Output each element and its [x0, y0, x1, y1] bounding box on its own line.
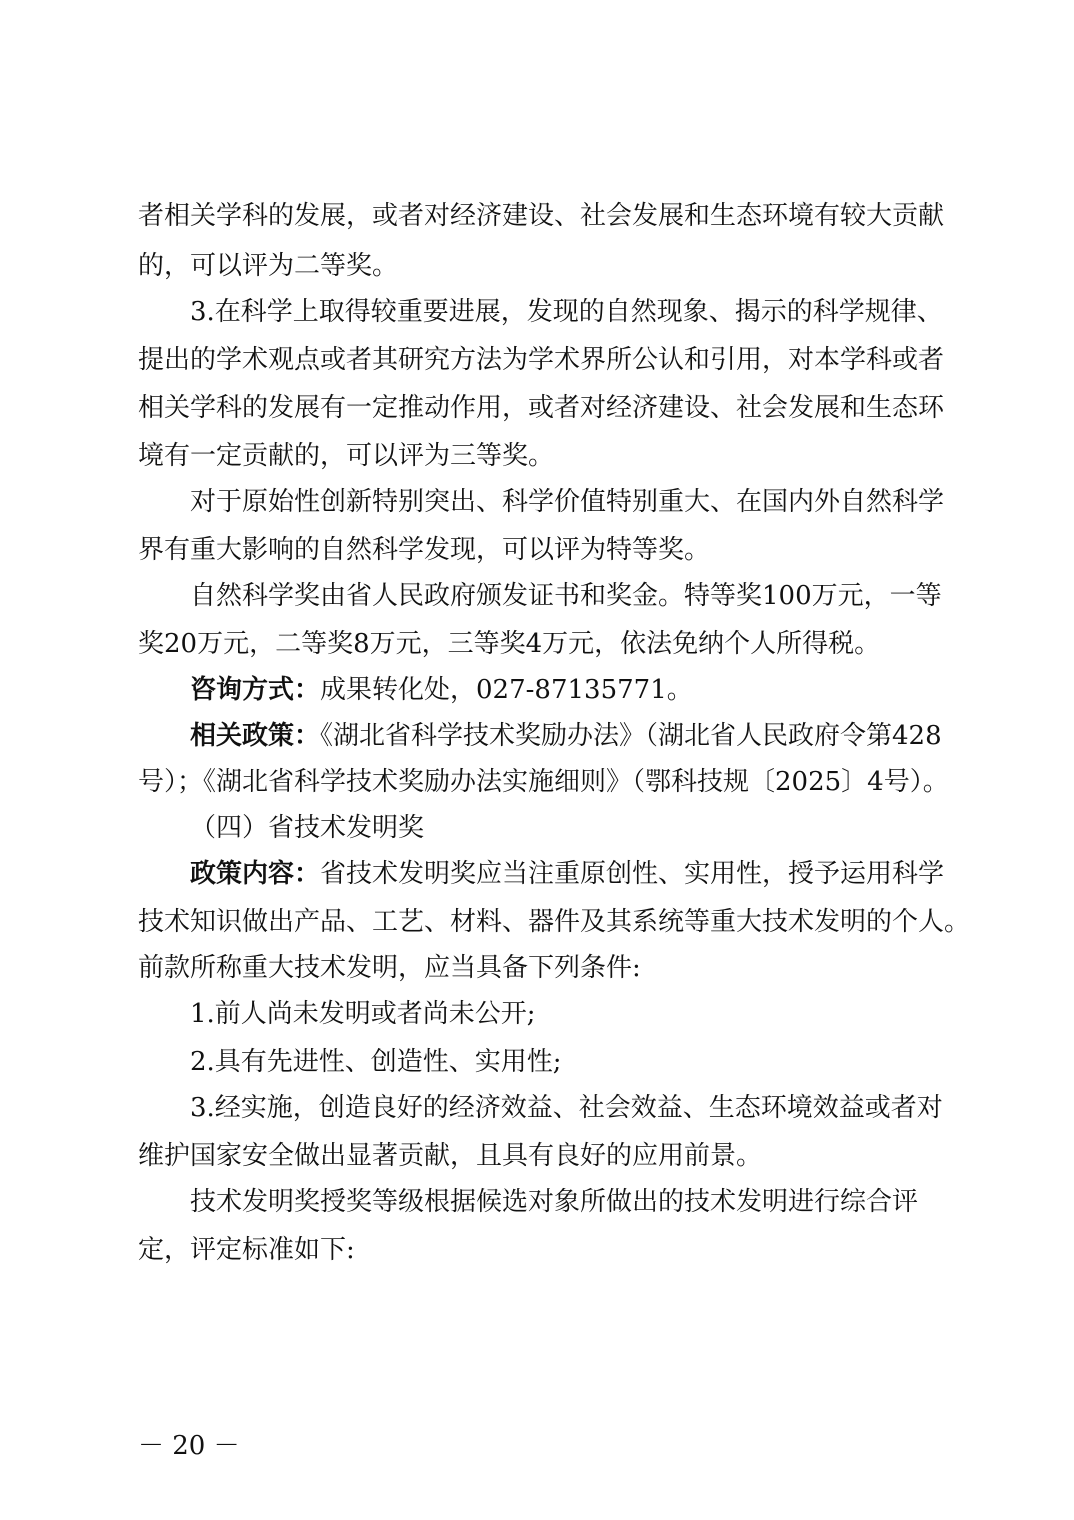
policy-content-line: [190, 856, 944, 892]
paragraph-line: 3.在科学上取得较重要进展，发现的自然现象、揭示的科学规律、: [190, 297, 943, 327]
paragraph-line: 的，可以评为二等奖。: [138, 251, 399, 281]
policy-content-label: 政策内容：: [190, 859, 321, 889]
paragraph-line: 自然科学奖由省人民政府颁发证书和奖金。特等奖100万元，一等: [190, 581, 942, 611]
list-item: 2.具有先进性、创造性、实用性;: [190, 1047, 562, 1077]
policy-line: [190, 718, 942, 754]
paragraph-line: 对于原始性创新特别突出、科学价值特别重大、在国内外自然科学: [190, 487, 945, 517]
list-item: 1.前人尚未发明或者尚未公开;: [190, 999, 536, 1029]
paragraph-line: 维护国家安全做出显著贡献，且具有良好的应用前景。: [138, 1141, 763, 1171]
policy-content-text: 省技术发明奖应当注重原创性、实用性，授予运用科学: [320, 859, 945, 889]
paragraph-line: 提出的学术观点或者其研究方法为学术界所公认和引用，对本学科或者: [138, 345, 945, 375]
contact-label: 咨询方式：: [190, 675, 321, 705]
paragraph-line: 定，评定标准如下:: [138, 1235, 355, 1265]
policy-label: 相关政策：: [190, 721, 321, 751]
contact-text: 成果转化处，027-87135771。: [320, 675, 693, 705]
paragraph-line: 奖20万元，二等奖8万元，三等奖4万元，依法免纳个人所得税。: [138, 629, 881, 659]
paragraph-line: 前款所称重大技术发明，应当具备下列条件:: [138, 953, 641, 983]
page-number: － 20 －: [138, 1431, 240, 1461]
paragraph-line: 技术发明奖授奖等级根据候选对象所做出的技术发明进行综合评: [190, 1187, 919, 1217]
contact-line: [190, 672, 693, 708]
list-item: 3.经实施，创造良好的经济效益、社会效益、生态环境效益或者对: [190, 1093, 943, 1123]
section-heading: （四）省技术发明奖: [190, 813, 425, 843]
paragraph-line: 相关学科的发展有一定推动作用，或者对经济建设、社会发展和生态环: [138, 393, 945, 423]
policy-text: 《湖北省科学技术奖励办法》（湖北省人民政府令第428: [320, 721, 942, 751]
paragraph-line: 技术知识做出产品、工艺、材料、器件及其系统等重大技术发明的个人。: [138, 907, 971, 937]
paragraph-line: 号）；《湖北省科学技术奖励办法实施细则》（鄂科技规〔2025〕4号）。: [138, 767, 949, 797]
paragraph-line: 境有一定贡献的，可以评为三等奖。: [138, 441, 555, 471]
paragraph-line: 界有重大影响的自然科学发现，可以评为特等奖。: [138, 535, 711, 565]
paragraph-line: 者相关学科的发展，或者对经济建设、社会发展和生态环境有较大贡献: [138, 201, 945, 231]
